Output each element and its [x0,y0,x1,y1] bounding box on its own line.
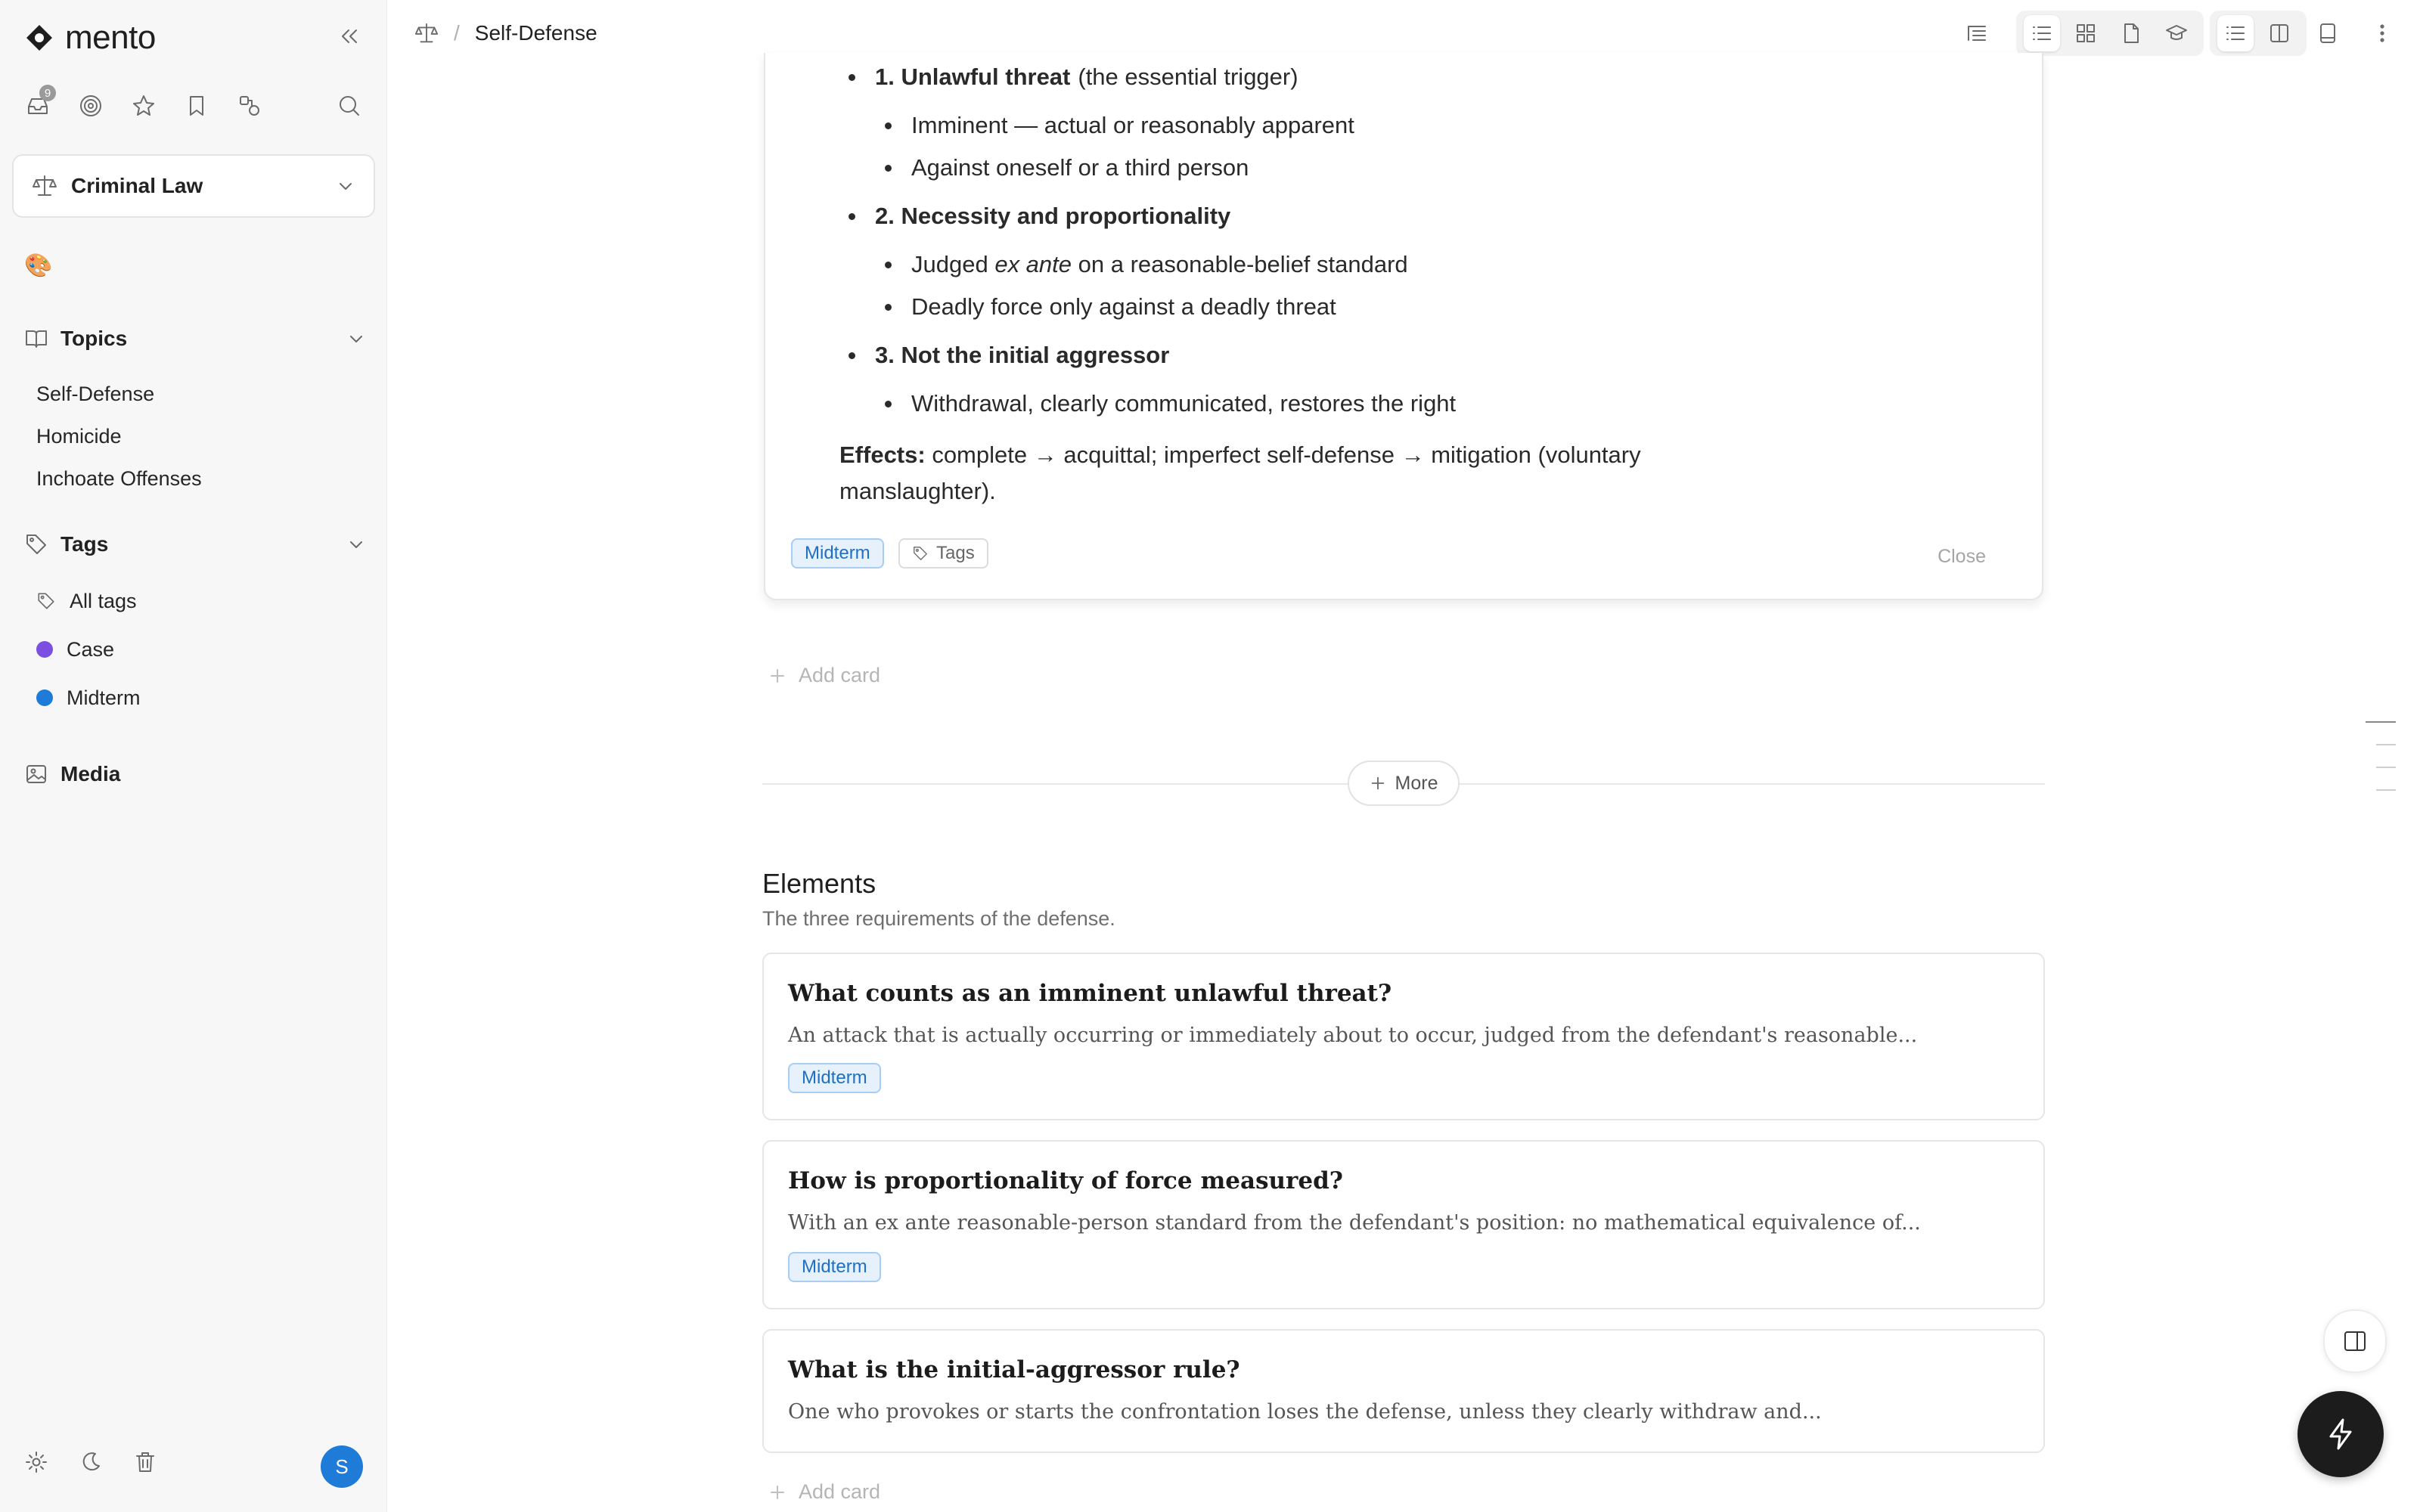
tags-button-label: Tags [936,543,975,563]
outline-toggle-button[interactable] [1959,15,1995,51]
outline-marker[interactable] [2366,721,2396,723]
search-icon [337,93,362,119]
breadcrumb [414,15,597,51]
image-icon [24,762,48,786]
target-icon [78,93,104,119]
more-label: More [1395,772,1438,794]
study-view-button[interactable] [2158,15,2195,51]
tag-chip-label: Midterm [805,543,870,563]
user-avatar[interactable]: S [321,1445,363,1488]
topics-title: Topics [60,327,128,350]
notebook-selector[interactable] [12,154,375,218]
flashcard[interactable] [762,1329,2045,1453]
expanded-card[interactable] [764,53,2043,600]
outline-icon [1965,22,1988,45]
more-vertical-icon [2371,22,2394,45]
notebook-name: Criminal Law [71,174,203,197]
shapes-icon [237,93,262,119]
tag-item-midterm[interactable] [36,680,141,715]
effects-label: Effects: [839,442,926,468]
tag-icon [24,532,48,556]
tags-title: Tags [60,532,109,556]
search-button[interactable] [333,89,366,122]
notebook-emoji[interactable]: 🎨 [24,253,53,278]
lightning-bolt-icon [2322,1416,2359,1452]
section-subtitle: The three requirements of the defense. [762,907,1115,930]
chevron-down-icon [336,176,355,196]
answer-heading-2 [849,203,1238,230]
answer-heading-1 [849,64,1298,91]
list-icon [2224,22,2247,45]
grid-icon [2074,22,2097,45]
grid-view-button[interactable] [2068,15,2104,51]
chevron-down-icon [346,534,366,554]
topic-item-homicide[interactable] [36,419,122,454]
app-logo[interactable] [24,17,156,59]
inbox-button[interactable] [21,86,54,122]
topic-label: Inchoate Offenses [36,466,202,490]
add-card-label: Add card [799,1480,881,1503]
outline-marker[interactable] [2376,744,2396,745]
mento-logo-icon [24,23,54,53]
outline-marker[interactable] [2376,789,2396,791]
answer-point [885,251,1408,278]
section-title[interactable]: Elements [762,868,876,899]
trash-icon[interactable] [130,1447,160,1477]
media-title: Media [60,762,121,785]
add-tags-button[interactable] [898,538,988,569]
add-card-button[interactable] [768,1480,880,1504]
goals-button[interactable] [74,89,107,122]
page-view-button[interactable] [2113,15,2149,51]
tag-chip-label: Midterm [802,1067,867,1088]
quick-action-button[interactable] [2297,1391,2384,1477]
favorites-button[interactable] [127,89,160,122]
plus-icon [1370,775,1386,792]
topic-item-inchoate-offenses[interactable] [36,461,202,496]
tag-color-dot [36,641,53,658]
tag-chip-label: Midterm [802,1256,867,1277]
point-text: Against oneself or a third person [911,154,1249,181]
graduation-cap-icon [2165,22,2188,45]
plus-icon [768,667,786,685]
point-text: Deadly force only against a deadly threat [911,293,1336,320]
answer-point [885,154,1249,181]
card-answer-preview: An attack that is actually occurring or immediately about to occur, judged from the defendant's reasonable... [788,1024,1918,1047]
point-text: on a reasonable-belief standard [1072,251,1408,277]
document-icon [2120,22,2142,45]
answer-heading-3 [849,342,1177,369]
heading-bold: 2. Necessity and proportionality [875,203,1231,229]
collapse-sidebar-icon[interactable] [333,20,366,53]
tag-icon [912,545,929,562]
bookmarks-button[interactable] [180,89,213,122]
tag-label: All tags [70,589,137,612]
point-text: Imminent — actual or reasonably apparent [911,112,1354,138]
tag-item-all[interactable] [36,584,137,618]
close-card-button[interactable]: Close [1938,546,1986,567]
point-text: Withdrawal, clearly communicated, restores the right [911,390,1457,417]
topic-label: Homicide [36,424,122,448]
chevron-down-icon [346,329,366,349]
tag-label: Case [67,637,115,661]
effects-text: complete → acquittal; imperfect self-defense → mitigation (voluntary manslaughter). [839,442,1641,504]
heading-bold: 3. Not the initial aggressor [875,342,1170,368]
moon-icon[interactable] [76,1447,106,1477]
star-icon [131,93,157,119]
point-italic: ex ante [994,251,1072,277]
single-column-button[interactable] [2217,15,2254,51]
tag-color-dot [36,689,53,706]
tag-chip-midterm[interactable] [788,1063,881,1093]
tag-item-case[interactable] [36,632,114,667]
plus-icon [768,1483,786,1501]
book-icon [24,327,48,351]
card-question: What is the initial-aggressor rule? [788,1356,1240,1383]
panel-icon [2341,1328,2369,1355]
more-button[interactable] [1348,761,1460,806]
effects-paragraph [839,437,1777,510]
scales-icon[interactable] [414,21,439,45]
add-card-button[interactable] [768,664,880,687]
sidebar [0,0,387,1512]
page-title[interactable]: Self-Defense [474,21,597,45]
app-name: mento [65,19,156,56]
topic-label: Self-Defense [36,382,155,405]
heading-bold: 1. Unlawful threat [875,64,1071,90]
point-text: Judged [911,251,995,277]
tag-chip-midterm[interactable] [791,538,884,569]
list-icon [2031,22,2053,45]
more-options-button[interactable] [2364,15,2400,51]
media-section-header[interactable] [24,754,366,794]
card-answer-preview: One who provokes or starts the confrontation loses the defense, unless they clearly withdraw and... [788,1400,1822,1424]
flashcard[interactable] [762,1140,2045,1309]
topic-item-self-defense[interactable] [36,376,154,411]
scales-icon [32,173,57,199]
tablet-icon [2316,22,2339,45]
settings-gear-icon[interactable] [21,1447,51,1477]
scroll-outline[interactable] [2366,721,2396,812]
outline-marker[interactable] [2376,767,2396,768]
graph-button[interactable] [233,89,266,122]
inbox-count-badge: 9 [39,85,56,101]
add-card-label: Add card [799,664,881,686]
card-question: How is proportionality of force measured? [788,1167,1343,1194]
heading-rest: (the essential trigger) [1078,64,1298,90]
side-panel-button[interactable] [2323,1309,2387,1373]
topics-section-header[interactable] [24,319,366,358]
tag-label: Midterm [67,686,141,709]
sidebar-footer [21,1447,160,1477]
bookmark-icon [184,93,209,119]
list-view-button[interactable] [2024,15,2060,51]
answer-point [885,112,1354,139]
answer-point [885,390,1456,417]
card-answer-preview: With an ex ante reasonable-person standard from the defendant's position: no mathematical equivalence of... [788,1211,1921,1235]
columns-icon [2268,22,2291,45]
tag-chip-midterm[interactable] [788,1252,881,1282]
flashcard[interactable] [762,953,2045,1120]
answer-point [885,293,1336,321]
breadcrumb-separator: / [454,21,460,45]
card-question: What counts as an imminent unlawful threat? [788,980,1392,1007]
split-view-button[interactable] [2261,15,2297,51]
tag-icon [36,591,56,611]
tags-section-header[interactable] [24,525,366,564]
quick-actions [21,86,266,122]
reader-button[interactable] [2310,15,2346,51]
